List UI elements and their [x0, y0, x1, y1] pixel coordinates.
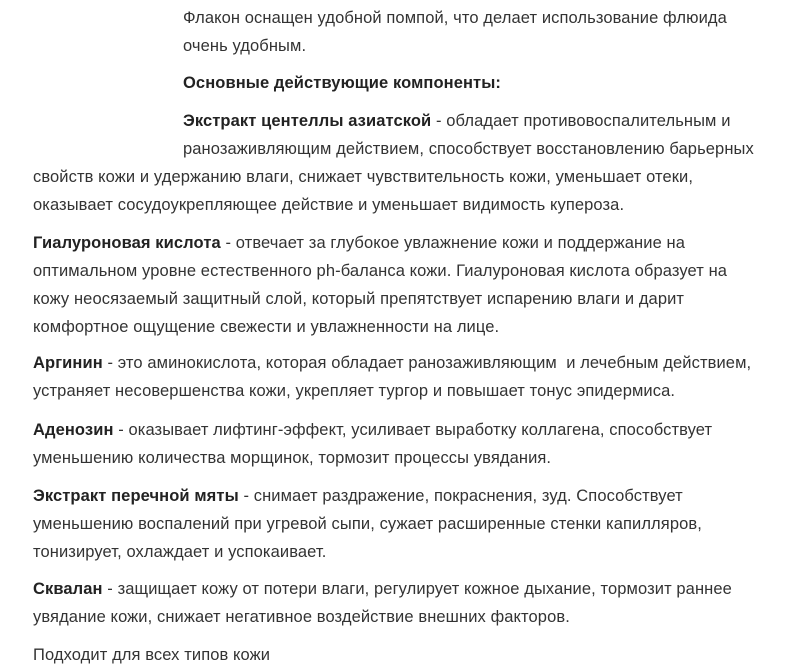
ingredient-text-line: ранозаживляющим действием, способствует восстановлению барьерных — [183, 140, 754, 158]
ingredient-text: отвечает за глубокое увлажнение кожи и поддержание на — [235, 234, 686, 252]
ingredient-hyaluronic-acid — [33, 229, 685, 257]
ingredient-centella — [183, 107, 731, 135]
ingredient-peppermint — [33, 482, 683, 510]
separator: - — [238, 487, 254, 505]
ingredient-text-line: свойств кожи и удержанию влаги, снижает чувствительность кожи, уменьшает отеки, — [33, 168, 694, 186]
separator: - — [102, 580, 118, 598]
ingredient-name: Экстракт перечной мяты — [33, 487, 239, 505]
ingredient-adenosine — [33, 416, 712, 444]
ingredient-text-line: оказывает сосудоукрепляющее действие и уменьшает видимость купероза. — [33, 196, 625, 214]
ingredient-arginine — [33, 349, 751, 377]
components-heading: Основные действующие компоненты: — [183, 74, 502, 92]
ingredient-text: это аминокислота, которая обладает ранозаживляющим и лечебным действием, — [117, 354, 752, 372]
separator: - — [113, 421, 129, 439]
ingredient-name: Экстракт центеллы азиатской — [183, 112, 432, 130]
ingredient-text: оказывает лифтинг-эффект, усиливает выработку коллагена, способствует — [128, 421, 713, 439]
ingredient-text-line: увядание кожи, снижает негативное воздействие внешних факторов. — [33, 608, 570, 626]
ingredient-name: Аденозин — [33, 421, 114, 439]
separator: - — [102, 354, 118, 372]
ingredient-text: защищает кожу от потери влаги, регулирует кожное дыхание, тормозит раннее — [117, 580, 732, 598]
ingredient-name: Гиалуроновая кислота — [33, 234, 221, 252]
separator: - — [431, 112, 447, 130]
skin-type-note: Подходит для всех типов кожи — [33, 646, 271, 664]
ingredient-text-line: кожу неосязаемый защитный слой, который препятствует испарению влаги и дарит — [33, 290, 685, 308]
ingredient-text-line: устраняет несовершенства кожи, укрепляет тургор и повышает тонус эпидермиса. — [33, 382, 676, 400]
ingredient-name: Аргинин — [33, 354, 103, 372]
ingredient-text-line: тонизирует, охлаждает и успокаивает. — [33, 543, 327, 561]
ingredient-text-line: уменьшению количества морщинок, тормозит процессы увядания. — [33, 449, 552, 467]
intro-line-1: Флакон оснащен удобной помпой, что делает использование флюида — [183, 9, 727, 27]
ingredient-text: обладает противовоспалительным и — [446, 112, 731, 130]
separator: - — [220, 234, 236, 252]
ingredient-text-line: оптимальном уровне естественного ph-баланса кожи. Гиалуроновая кислота образует на — [33, 262, 728, 280]
ingredient-squalane — [33, 575, 732, 603]
ingredient-text: снимает раздражение, покраснения, зуд. Способствует — [253, 487, 683, 505]
ingredient-text-line: уменьшению воспалений при угревой сыпи, сужает расширенные стенки капилляров, — [33, 515, 702, 533]
ingredient-text-line: комфортное ощущение свежести и увлажненности на лице. — [33, 318, 500, 336]
intro-line-2: очень удобным. — [183, 37, 307, 55]
ingredient-name: Сквалан — [33, 580, 103, 598]
